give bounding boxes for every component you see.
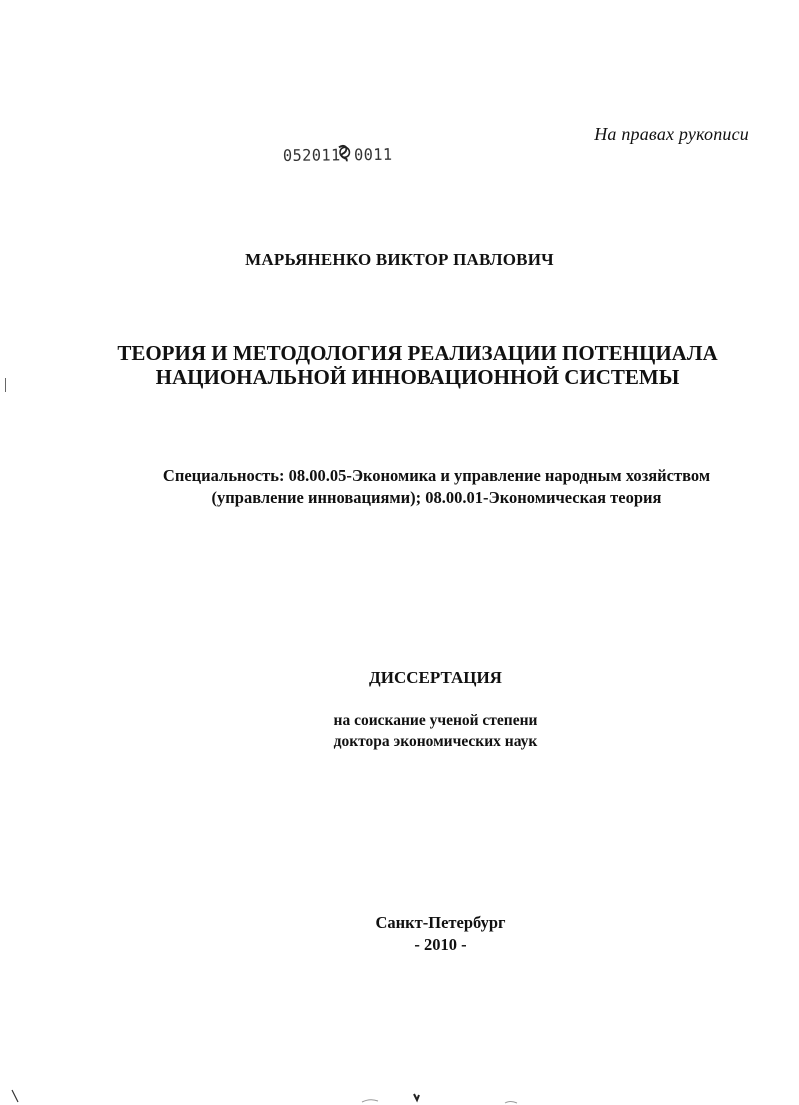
document-type: ДИССЕРТАЦИЯ: [369, 668, 502, 687]
year: - 2010 -: [414, 935, 467, 954]
scan-artifact-bottom: [0, 1080, 799, 1105]
specialty-block: [0, 465, 799, 509]
degree-line-1: на соискание ученой степени: [333, 712, 538, 729]
specialty-line-2: (управление инновациями); 08.00.01-Экономическая теория: [211, 488, 662, 507]
degree-line-2: доктора экономических наук: [333, 733, 538, 750]
handwritten-digit-mark: [336, 143, 351, 163]
degree-block: [0, 710, 799, 752]
rights-note: На правах рукописи: [594, 124, 749, 144]
archive-code-head: 052011: [282, 145, 341, 165]
archive-code-tail: 0011: [353, 144, 393, 165]
archive-code-stamp: [283, 145, 393, 165]
title-line-1: ТЕОРИЯ И МЕТОДОЛОГИЯ РЕАЛИЗАЦИИ ПОТЕНЦИАЛА: [117, 341, 718, 365]
dissertation-title: [0, 341, 799, 389]
scan-artifact-left-margin: [5, 378, 6, 392]
specialty-line-1: Специальность: 08.00.05-Экономика и управление народным хозяйством: [162, 466, 711, 485]
city-year-block: [0, 912, 799, 956]
title-line-2: НАЦИОНАЛЬНОЙ ИННОВАЦИОННОЙ СИСТЕМЫ: [155, 365, 680, 389]
city: Санкт-Петербург: [375, 913, 506, 932]
author-name: МАРЬЯНЕНКО ВИКТОР ПАВЛОВИЧ: [245, 250, 554, 269]
